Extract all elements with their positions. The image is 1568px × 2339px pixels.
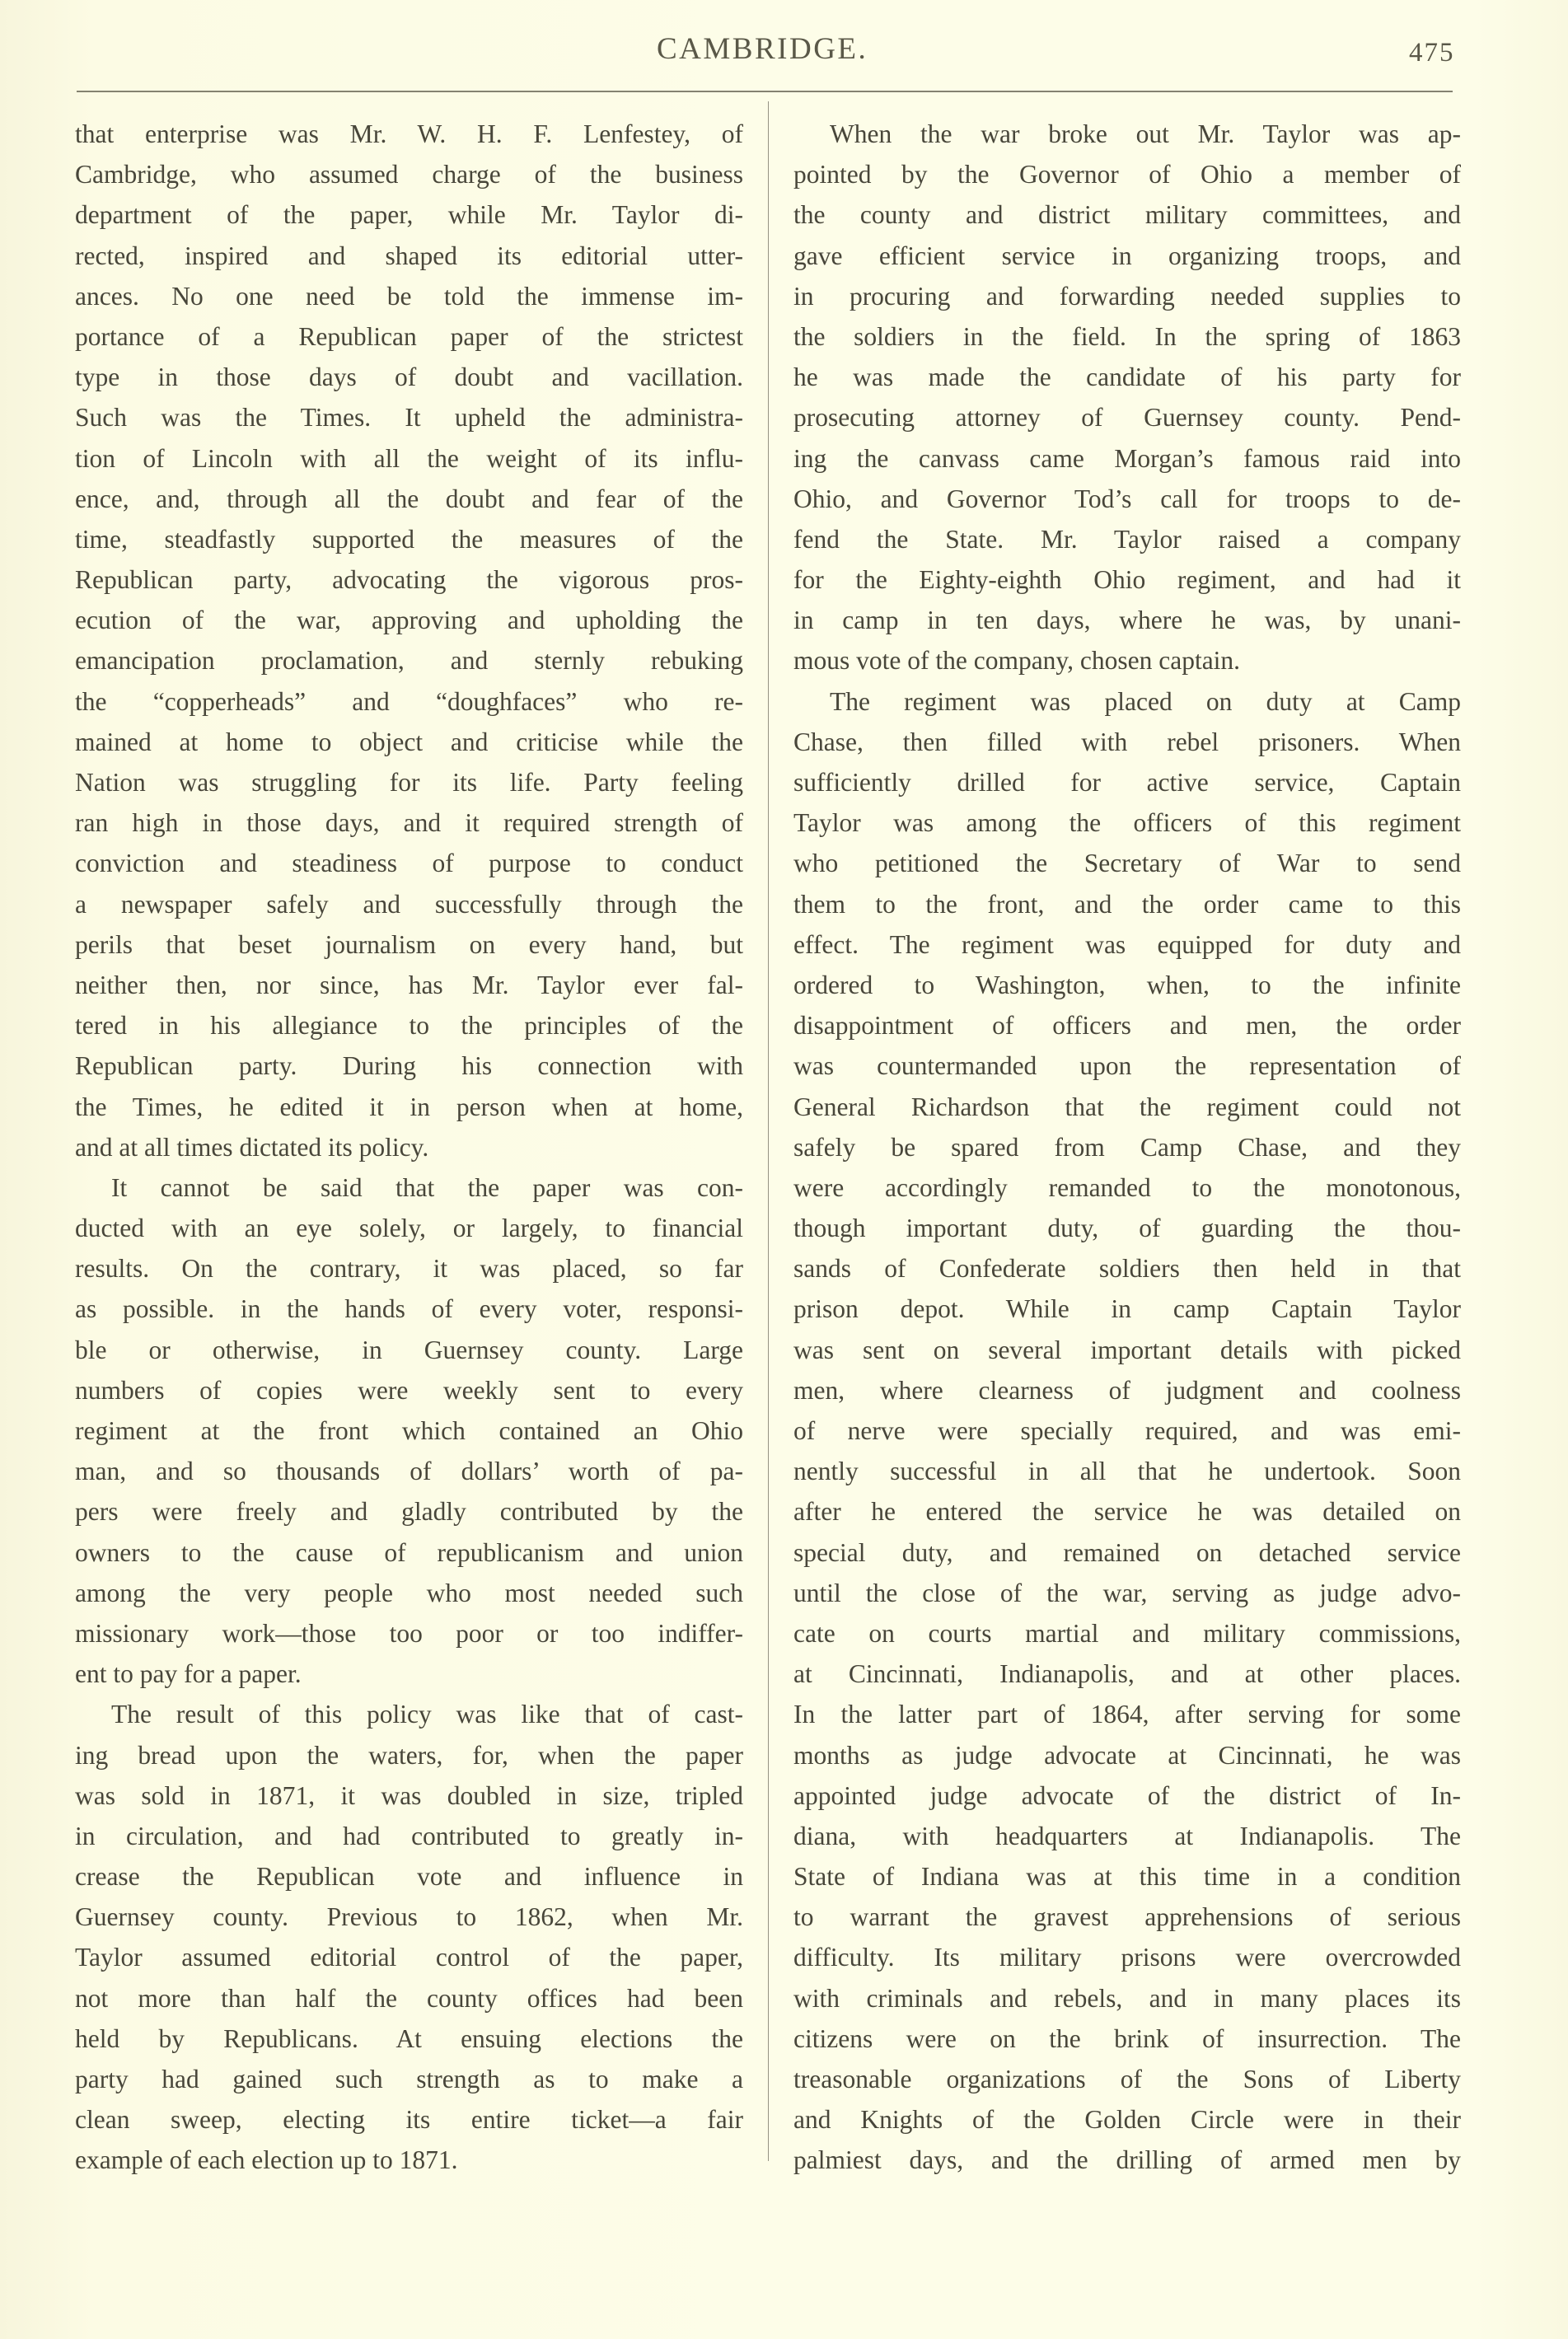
text-line: though important duty, of guarding the thou-: [793, 1214, 1461, 1243]
text-line: were accordingly remanded to the monotonous,: [793, 1172, 1461, 1202]
text-line: a newspaper safely and successfully through the: [75, 889, 743, 919]
text-line: pers were freely and gladly contributed by the: [75, 1497, 743, 1527]
text-line: emancipation proclamation, and sternly rebuking: [75, 646, 743, 676]
text-line: perils that beset journalism on every hand, but: [75, 929, 743, 959]
text-line: Republican party. During his connection with: [75, 1051, 743, 1081]
text-line: mous vote of the company, chosen captain.: [793, 646, 1241, 676]
text-line: of nerve were specially required, and was emi-: [793, 1416, 1461, 1445]
text-line: conviction and steadiness of purpose to conduct: [75, 849, 743, 878]
text-line: the “copperheads” and “doughfaces” who re-: [75, 686, 743, 716]
text-line: crease the Republican vote and influence in: [75, 1862, 743, 1892]
text-line: clean sweep, electing its entire ticket—a fair: [75, 2105, 743, 2135]
text-line: man, and so thousands of dollars’ worth of pa-: [75, 1457, 743, 1486]
text-line: missionary work—those too poor or too indiffer-: [75, 1618, 743, 1648]
page-number: 475: [1409, 38, 1455, 68]
text-line: owners to the cause of republicanism and union: [75, 1537, 743, 1567]
text-line: portance of a Republican paper of the strictest: [75, 321, 743, 351]
text-line: at Cincinnati, Indianapolis, and at other places.: [793, 1659, 1461, 1689]
text-line: palmiest days, and the drilling of armed men by: [793, 2145, 1461, 2175]
text-line: tered in his allegiance to the principles of the: [75, 1011, 743, 1041]
text-line: Guernsey county. Previous to 1862, when Mr.: [75, 1902, 743, 1932]
text-line: appointed judge advocate of the district of In-: [793, 1780, 1461, 1810]
text-line: and at all times dictated its policy.: [75, 1132, 429, 1162]
text-line: the soldiers in the field. In the spring of 1863: [793, 321, 1461, 351]
text-line: special duty, and remained on detached service: [793, 1537, 1461, 1567]
text-line: rected, inspired and shaped its editorial utter-: [75, 241, 743, 270]
text-line: as possible. in the hands of every voter, responsi-: [75, 1294, 743, 1324]
text-line: cate on courts martial and military commissions,: [793, 1618, 1461, 1648]
text-line: in procuring and forwarding needed supplies to: [793, 281, 1461, 311]
text-line: the county and district military committees, and: [793, 200, 1461, 230]
text-line: ence, and, through all the doubt and fear of the: [75, 484, 743, 513]
text-line: ances. No one need be told the immense im-: [75, 281, 743, 311]
text-line: ing bread upon the waters, for, when the paper: [75, 1740, 743, 1770]
running-head: [0, 33, 1568, 66]
text-line: mained at home to object and criticise while the: [75, 727, 743, 756]
text-line: Ohio, and Governor Tod’s call for troops to de-: [793, 484, 1461, 513]
text-line: citizens were on the brink of insurrection. The: [793, 2023, 1461, 2053]
paragraph-start-line: It cannot be said that the paper was con-: [111, 1172, 743, 1202]
text-line: ducted with an eye solely, or largely, to financial: [75, 1214, 743, 1243]
text-line: ecution of the war, approving and upholding the: [75, 606, 743, 635]
text-line: ing the canvass came Morgan’s famous raid into: [793, 443, 1461, 473]
text-line: Such was the Times. It upheld the administra-: [75, 403, 743, 433]
text-line: in camp in ten days, where he was, by unani-: [793, 606, 1461, 635]
text-line: ble or otherwise, in Guernsey county. Large: [75, 1335, 743, 1364]
text-line: was sold in 1871, it was doubled in size, tripled: [75, 1780, 743, 1810]
text-line: after he entered the service he was detailed on: [793, 1497, 1461, 1527]
text-line: and Knights of the Golden Circle were in their: [793, 2105, 1461, 2135]
text-line: ent to pay for a paper.: [75, 1659, 302, 1689]
text-line: prosecuting attorney of Guernsey county. Pend-: [793, 403, 1461, 433]
text-line: Republican party, advocating the vigorous pros-: [75, 565, 743, 595]
running-title: CAMBRIDGE.: [657, 32, 868, 66]
text-line: type in those days of doubt and vacillation.: [75, 363, 743, 392]
text-line: diana, with headquarters at Indianapolis. The: [793, 1821, 1461, 1850]
column-divider: [768, 101, 769, 2161]
text-line: sufficiently drilled for active service, Captain: [793, 768, 1461, 797]
text-line: General Richardson that the regiment could not: [793, 1092, 1461, 1121]
text-line: treasonable organizations of the Sons of Liberty: [793, 2065, 1461, 2093]
text-line: he was made the candidate of his party for: [793, 363, 1461, 392]
right-column: [793, 114, 1461, 2181]
text-line: disappointment of officers and men, the order: [793, 1011, 1461, 1041]
text-line: Taylor was among the officers of this regiment: [793, 808, 1461, 838]
text-line: State of Indiana was at this time in a condition: [793, 1862, 1461, 1892]
text-line: In the latter part of 1864, after serving for some: [793, 1700, 1461, 1729]
text-line: the Times, he edited it in person when at home,: [75, 1092, 743, 1121]
text-line: to warrant the gravest apprehensions of serious: [793, 1902, 1461, 1932]
text-line: effect. The regiment was equipped for duty and: [793, 929, 1461, 959]
text-line: held by Republicans. At ensuing elections the: [75, 2023, 743, 2053]
text-line: men, where clearness of judgment and coolness: [793, 1375, 1461, 1405]
paragraph-start-line: The regiment was placed on duty at Camp: [830, 686, 1461, 716]
text-line: Taylor assumed editorial control of the paper,: [75, 1943, 743, 1972]
text-line: prison depot. While in camp Captain Taylor: [793, 1294, 1461, 1324]
text-line: regiment at the front which contained an Ohio: [75, 1416, 743, 1445]
text-line: gave efficient service in organizing troops, and: [793, 241, 1461, 270]
text-line: Cambridge, who assumed charge of the business: [75, 160, 743, 189]
text-line: for the Eighty-eighth Ohio regiment, and had it: [793, 565, 1461, 595]
text-line: ran high in those days, and it required strength of: [75, 808, 743, 838]
text-line: sands of Confederate soldiers then held in that: [793, 1254, 1461, 1284]
text-line: pointed by the Governor of Ohio a member of: [793, 160, 1461, 189]
text-line: example of each election up to 1871.: [75, 2145, 458, 2175]
paragraph-start-line: The result of this policy was like that of cast-: [111, 1700, 743, 1729]
text-line: until the close of the war, serving as judge advo-: [793, 1578, 1461, 1607]
paragraph-start-line: When the war broke out Mr. Taylor was ap-: [830, 119, 1461, 148]
text-line: time, steadfastly supported the measures of the: [75, 524, 743, 554]
text-line: fend the State. Mr. Taylor raised a company: [793, 524, 1461, 554]
text-line: safely be spared from Camp Chase, and they: [793, 1132, 1461, 1162]
text-line: results. On the contrary, it was placed, so far: [75, 1254, 743, 1284]
text-line: not more than half the county offices had been: [75, 1983, 743, 2013]
text-line: months as judge advocate at Cincinnati, he was: [793, 1740, 1461, 1770]
text-line: who petitioned the Secretary of War to send: [793, 849, 1461, 878]
text-line: them to the front, and the order came to this: [793, 889, 1461, 919]
text-line: Chase, then filled with rebel prisoners. When: [793, 727, 1461, 756]
text-line: Nation was struggling for its life. Party feeling: [75, 768, 743, 797]
text-line: that enterprise was Mr. W. H. F. Lenfestey, of: [75, 119, 743, 148]
text-line: party had gained such strength as to make a: [75, 2065, 743, 2093]
text-line: ordered to Washington, when, to the infinite: [793, 970, 1461, 999]
text-line: tion of Lincoln with all the weight of its influ-: [75, 443, 743, 473]
text-line: was sent on several important details with picked: [793, 1335, 1461, 1364]
text-line: in circulation, and had contributed to greatly in-: [75, 1821, 743, 1850]
text-line: was countermanded upon the representation of: [793, 1051, 1461, 1081]
text-line: department of the paper, while Mr. Taylor di-: [75, 200, 743, 230]
header-rule: [77, 91, 1453, 92]
text-line: among the very people who most needed such: [75, 1578, 743, 1607]
text-line: difficulty. Its military prisons were overcrowded: [793, 1943, 1461, 1972]
text-line: neither then, nor since, has Mr. Taylor ever fal-: [75, 970, 743, 999]
left-column: [75, 114, 743, 2181]
text-line: with criminals and rebels, and in many places its: [793, 1983, 1461, 2013]
text-line: nently successful in all that he undertook. Soon: [793, 1457, 1461, 1486]
text-line: numbers of copies were weekly sent to every: [75, 1375, 743, 1405]
